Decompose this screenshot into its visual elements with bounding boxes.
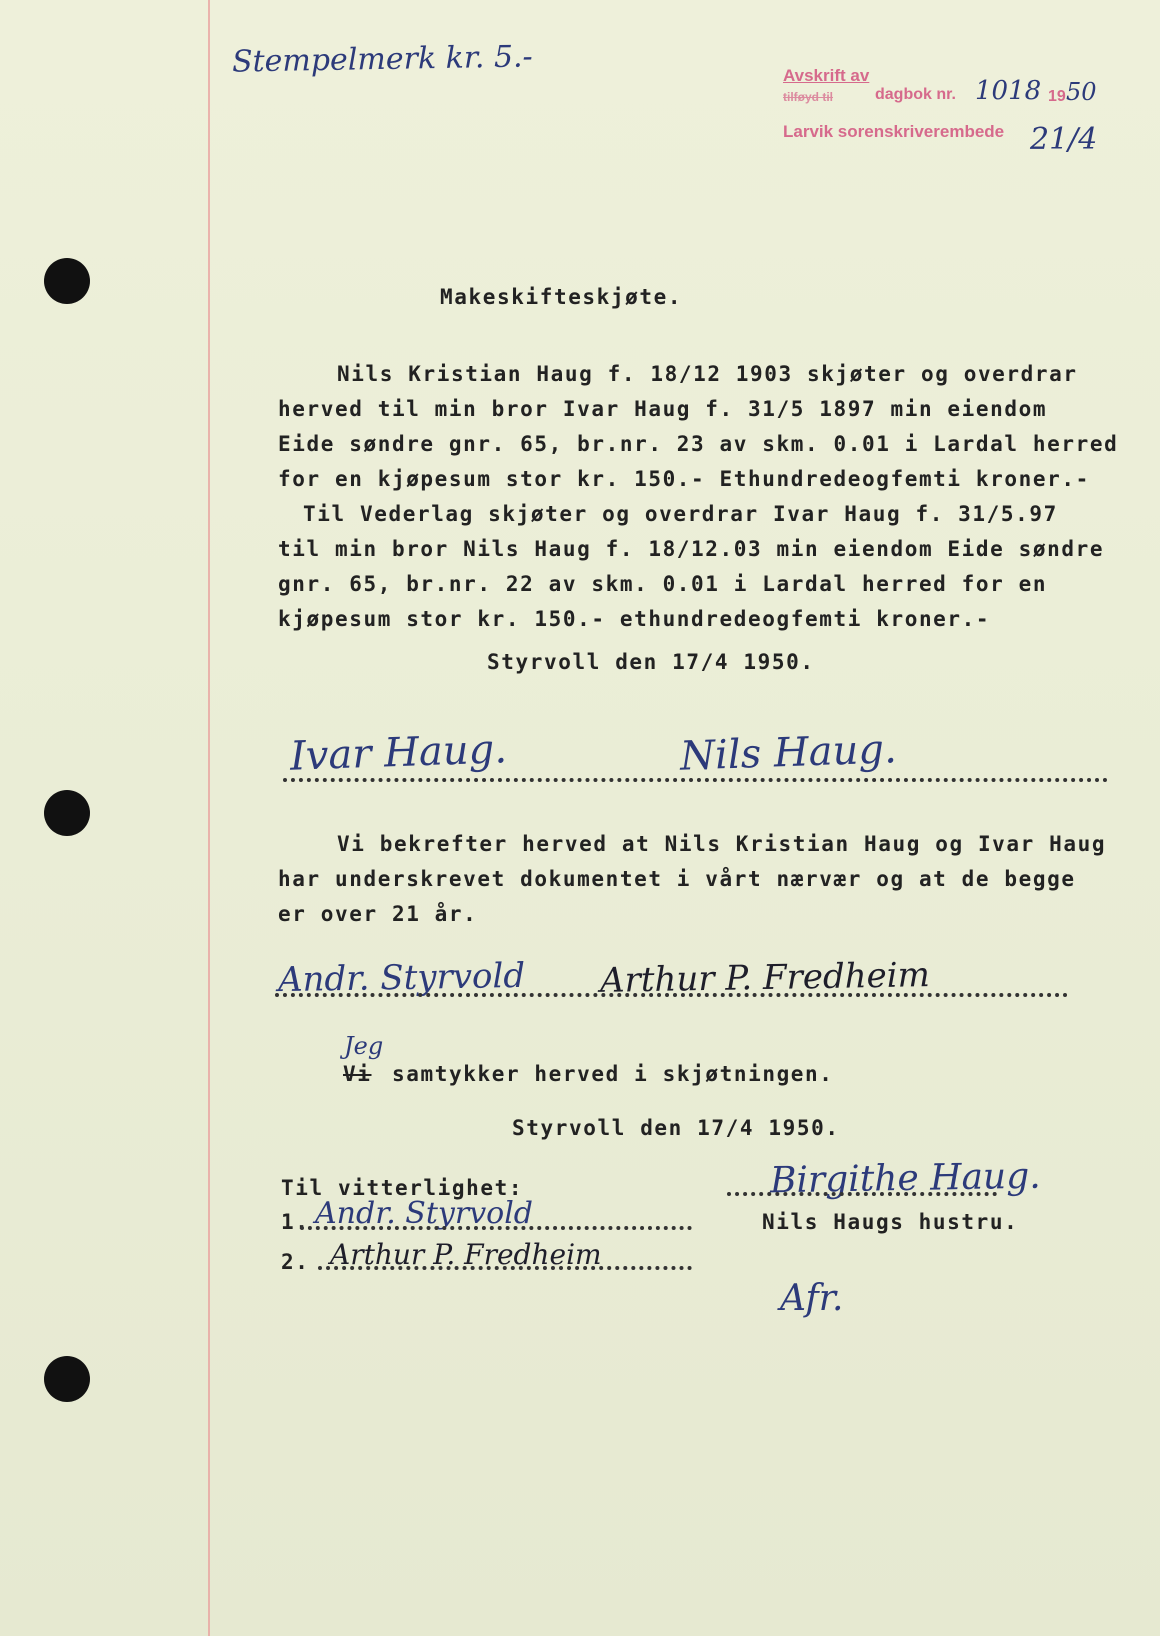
- stamp-struck-line: tilføyd til: [783, 90, 833, 104]
- spouse-signature: Birgithe Haug.: [769, 1155, 1042, 1202]
- consent-handwritten-correction: Jeg: [344, 1032, 384, 1060]
- fee-note: Stempelmerk kr. 5.-: [231, 39, 533, 80]
- consent-struck-word: Vi: [343, 1062, 372, 1086]
- paragraph1-line: til min bror Nils Haug f. 18/12.03 min eiendom Eide søndre: [278, 537, 1105, 561]
- stamp-label: Avskrift av: [783, 66, 870, 85]
- punch-hole-bottom: [44, 1356, 90, 1402]
- paragraph1-line: herved til min bror Ivar Haug f. 31/5 1897 min eiendom: [278, 397, 1048, 421]
- spouse-dotted-line: [727, 1192, 997, 1196]
- document-title: Makeskifteskjøte.: [440, 285, 683, 309]
- place-date-2: Styrvoll den 17/4 1950.: [512, 1116, 840, 1140]
- attestation-line1-dots: [300, 1226, 692, 1230]
- witness-signature-1: Andr. Styrvold: [277, 955, 526, 1001]
- clerk-initials: Afr.: [780, 1278, 844, 1319]
- paragraph2-line: Vi bekrefter herved at Nils Kristian Haug og Ivar Haug: [337, 832, 1107, 856]
- paragraph1-line: Til Vederlag skjøter og overdrar Ivar Haug f. 31/5.97: [303, 502, 1058, 526]
- witness-signature-2: Arthur P. Fredheim: [599, 955, 931, 1001]
- red-margin-line: [208, 0, 210, 1636]
- spouse-caption: Nils Haugs hustru.: [762, 1210, 1019, 1234]
- stamp-dagbok: dagbok nr.: [875, 86, 956, 103]
- signature-ivar-haug: Ivar Haug.: [289, 726, 508, 780]
- attestation-line2-number: 2.: [281, 1250, 310, 1274]
- attestation-line1-number: 1.: [281, 1210, 310, 1234]
- stamp-dagbok-number: 1018: [975, 76, 1042, 106]
- paragraph1-line: kjøpesum stor kr. 150.- ethundredeogfemti kroner.-: [278, 607, 991, 631]
- stamp-office: Larvik sorenskriverembede: [783, 122, 1005, 141]
- punch-hole-top: [44, 258, 90, 304]
- witness-dotted-line: [275, 993, 1068, 997]
- paragraph1-line: Eide søndre gnr. 65, br.nr. 23 av skm. 0.01 i Lardal herred: [278, 432, 1119, 456]
- consent-text: samtykker herved i skjøtningen.: [392, 1062, 834, 1086]
- attestation-label: Til vitterlighet:: [281, 1176, 524, 1200]
- paragraph2-line: er over 21 år.: [278, 902, 478, 926]
- stamp-year-prefix: 19: [1048, 88, 1066, 105]
- attestation-line2-dots: [318, 1266, 692, 1270]
- punch-hole-middle: [44, 790, 90, 836]
- paragraph1-line: gnr. 65, br.nr. 22 av skm. 0.01 i Lardal herred for en: [278, 572, 1048, 596]
- attestation-line2-signature: Arthur P. Fredheim: [330, 1238, 602, 1271]
- attestation-line1-signature: Andr. Styrvold: [315, 1196, 534, 1231]
- signature-nils-haug: Nils Haug.: [679, 726, 898, 780]
- place-date-1: Styrvoll den 17/4 1950.: [487, 650, 815, 674]
- paragraph2-line: har underskrevet dokumentet i vårt nærvær og at de begge: [278, 867, 1076, 891]
- signature-dotted-line: [283, 778, 1108, 782]
- paragraph1-line: for en kjøpesum stor kr. 150.- Ethundredeogfemti kroner.-: [278, 467, 1090, 491]
- paragraph1-line: Nils Kristian Haug f. 18/12 1903 skjøter og overdrar: [337, 362, 1078, 386]
- stamp-year-suffix: 50: [1066, 78, 1097, 106]
- stamp-date-note: 21/4: [1030, 122, 1098, 157]
